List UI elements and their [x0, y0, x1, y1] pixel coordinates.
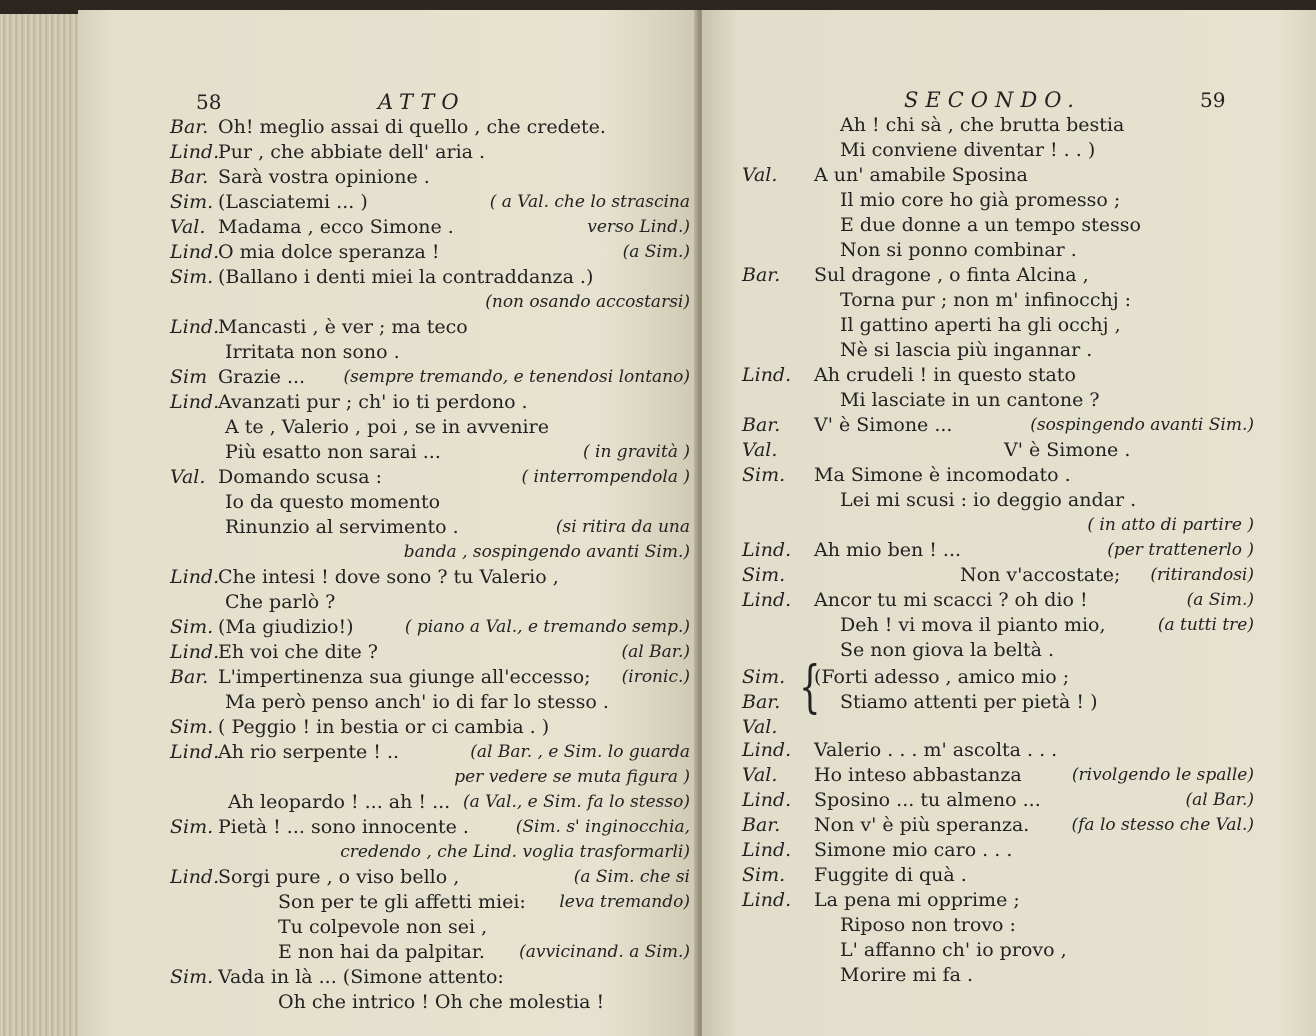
- stage-direction: (fa lo stesso che Val.): [1071, 815, 1254, 835]
- verse-line: Non v' è più speranza.: [814, 814, 1030, 836]
- speaker-label: Val.: [170, 216, 206, 238]
- verse-line: Ah mio ben ! ...: [814, 539, 962, 561]
- stage-direction: verso Lind.): [587, 217, 690, 237]
- stage-direction: (a Val., e Sim. fa lo stesso): [463, 792, 690, 812]
- stage-direction: (al Bar. , e Sim. lo guarda: [470, 742, 690, 762]
- verse-line: A un' amabile Sposina: [814, 164, 1028, 186]
- stage-direction: ( in atto di partire ): [1087, 515, 1254, 535]
- verse-line: Nè si lascia più ingannar .: [840, 339, 1093, 361]
- verse-line: Non si ponno combinar .: [840, 239, 1077, 261]
- stage-direction: (al Bar.): [1185, 790, 1254, 810]
- verse-line: Il mio core ho già promesso ;: [840, 189, 1121, 211]
- verse-line: Domando scusa :: [218, 466, 383, 488]
- page-header: SECONDO.: [904, 88, 1081, 112]
- speaker-label: Lind.: [742, 589, 792, 611]
- speaker-label: Lind.: [170, 866, 220, 888]
- verse-line: Stiamo attenti per pietà ! ): [840, 691, 1098, 713]
- verse-line: Pur , che abbiate dell' aria .: [218, 141, 486, 163]
- verse-line: Tu colpevole non sei ,: [278, 916, 488, 938]
- verse-line: Mi lasciate in un cantone ?: [840, 389, 1100, 411]
- speaker-label: Lind.: [170, 241, 220, 263]
- verse-line: A te , Valerio , poi , se in avvenire: [225, 416, 549, 438]
- speaker-label: Lind.: [742, 539, 792, 561]
- stage-direction: (per trattenerlo ): [1107, 540, 1254, 560]
- stage-direction: (Sim. s' inginocchia,: [515, 817, 690, 837]
- stage-direction: (a Sim.): [622, 242, 690, 262]
- stage-direction: (si ritira da una: [555, 517, 690, 537]
- stage-direction: (ironic.): [621, 667, 690, 687]
- speaker-label: Val.: [742, 764, 778, 786]
- verse-line: (Ma giudizio!): [218, 616, 354, 638]
- verse-line: O mia dolce speranza !: [218, 241, 440, 263]
- verse-line: Deh ! vi mova il pianto mio,: [840, 614, 1106, 636]
- verse-line: (Lasciatemi ... ): [218, 191, 368, 213]
- verse-line: Ah rio serpente ! ..: [218, 741, 400, 763]
- speaker-label: Bar.: [742, 691, 781, 713]
- speaker-label: Bar.: [742, 414, 781, 436]
- verse-line: Ah crudeli ! in questo stato: [814, 364, 1076, 386]
- stage-direction: (ritirandosi): [1150, 565, 1254, 585]
- verse-line: Più esatto non sarai ...: [225, 441, 441, 463]
- verse-line: Sarà vostra opinione .: [218, 166, 430, 188]
- speaker-label: Lind.: [170, 566, 220, 588]
- verse-line: Riposo non trovo :: [840, 914, 1016, 936]
- verse-line: Oh! meglio assai di quello , che credete.: [218, 116, 606, 138]
- verse-line: Io da questo momento: [225, 491, 441, 513]
- speaker-label: Sim.: [742, 666, 786, 688]
- speaker-label: Sim.: [742, 864, 786, 886]
- verse-line: L'impertinenza sua giunge all'eccesso;: [218, 666, 591, 688]
- speaker-label: Sim.: [170, 966, 214, 988]
- verse-line: Ma Simone è incomodato .: [814, 464, 1071, 486]
- speaker-label: Bar.: [170, 666, 209, 688]
- verse-line: Irritata non sono .: [225, 341, 400, 363]
- speaker-label: Lind.: [170, 141, 220, 163]
- verse-line: E due donne a un tempo stesso: [840, 214, 1141, 236]
- speaker-label: Sim.: [742, 464, 786, 486]
- verse-line: Rinunzio al servimento .: [225, 516, 459, 538]
- stage-direction: ( in gravità ): [582, 442, 690, 462]
- verse-line: Simone mio caro . . .: [814, 839, 1013, 861]
- speaker-label: Lind.: [742, 364, 792, 386]
- speaker-label: Bar.: [742, 264, 781, 286]
- stage-direction: (a Sim. che si: [573, 867, 690, 887]
- verse-line: Son per te gli affetti miei:: [278, 891, 526, 913]
- verse-line: Non v'accostate;: [960, 564, 1121, 586]
- verse-line: Avanzati pur ; ch' io ti perdono .: [218, 391, 528, 413]
- stage-direction: (a tutti tre): [1157, 615, 1254, 635]
- verse-line: (Ballano i denti miei la contraddanza .): [218, 266, 594, 288]
- verse-line: Mi conviene diventar ! . . ): [840, 139, 1096, 161]
- verse-line: Oh che intrico ! Oh che molestia !: [278, 991, 605, 1013]
- verse-line: Mancasti , è ver ; ma teco: [218, 316, 468, 338]
- stage-direction: per vedere se muta figura ): [454, 767, 690, 787]
- verse-line: Il gattino aperti ha gli occhj ,: [840, 314, 1121, 336]
- verse-line: Vada in là ... (Simone attento:: [218, 966, 504, 988]
- stage-direction: (sospingendo avanti Sim.): [1030, 415, 1254, 435]
- speaker-label: Sim.: [170, 266, 214, 288]
- speaker-label: Lind.: [742, 839, 792, 861]
- speaker-label: Val.: [742, 716, 778, 738]
- speaker-label: Lind.: [170, 641, 220, 663]
- verse-line: Ho inteso abbastanza: [814, 764, 1022, 786]
- stage-direction: ( a Val. che lo strascina: [489, 192, 690, 212]
- verse-line: E non hai da palpitar.: [278, 941, 485, 963]
- speaker-label: Lind.: [742, 739, 792, 761]
- verse-line: Ancor tu mi scacci ? oh dio !: [814, 589, 1088, 611]
- verse-line: Che parlò ?: [225, 591, 336, 613]
- verse-line: La pena mi opprime ;: [814, 889, 1020, 911]
- page-edges: [0, 14, 80, 1036]
- stage-direction: (avvicinand. a Sim.): [519, 942, 690, 962]
- verse-line: Ma però penso anch' io di far lo stesso .: [225, 691, 609, 713]
- speaker-label: Sim.: [170, 616, 214, 638]
- verse-line: ( Peggio ! in bestia or ci cambia . ): [218, 716, 550, 738]
- speaker-label: Val.: [742, 439, 778, 461]
- stage-direction: (sempre tremando, e tenendosi lontano): [343, 367, 690, 387]
- verse-line: Lei mi scusi : io deggio andar .: [840, 489, 1137, 511]
- speaker-label: Lind.: [170, 741, 220, 763]
- verse-line: Sul dragone , o finta Alcina ,: [814, 264, 1089, 286]
- verse-line: Ah leopardo ! ... ah ! ...: [228, 791, 451, 813]
- speaker-label: Lind.: [170, 391, 220, 413]
- speaker-label: Sim.: [742, 564, 786, 586]
- stage-direction: (a Sim.): [1186, 590, 1254, 610]
- speaker-label: Val.: [170, 466, 206, 488]
- verse-line: Che intesi ! dove sono ? tu Valerio ,: [218, 566, 559, 588]
- verse-line: Torna pur ; non m' infinocchj :: [840, 289, 1132, 311]
- verse-line: Sorgi pure , o viso bello ,: [218, 866, 460, 888]
- verse-line: V' è Simone .: [1004, 439, 1131, 461]
- stage-direction: (al Bar.): [621, 642, 690, 662]
- speaker-label: Lind.: [742, 789, 792, 811]
- page-number: 59: [1200, 88, 1226, 112]
- verse-line: Sposino ... tu almeno ...: [814, 789, 1041, 811]
- stage-direction: leva tremando): [559, 892, 690, 912]
- speaker-label: Sim.: [170, 191, 214, 213]
- verse-line: Valerio . . . m' ascolta . . .: [814, 739, 1058, 761]
- stage-direction: (non osando accostarsi): [485, 292, 690, 312]
- verse-line: Grazie ...: [218, 366, 306, 388]
- speaker-label: Bar.: [170, 116, 209, 138]
- stage-direction: (rivolgendo le spalle): [1071, 765, 1254, 785]
- verse-line: Fuggite di quà .: [814, 864, 967, 886]
- verse-line: V' è Simone ...: [814, 414, 953, 436]
- page-number: 58: [196, 90, 222, 114]
- verse-line: L' affanno ch' io provo ,: [840, 939, 1067, 961]
- speaker-label: Sim: [170, 366, 208, 388]
- left-page: [78, 10, 698, 1036]
- verse-line: Eh voi che dite ?: [218, 641, 378, 663]
- stage-direction: credendo , che Lind. voglia trasformarli): [340, 842, 690, 862]
- stage-direction: ( piano a Val., e tremando semp.): [404, 617, 690, 637]
- verse-line: Pietà ! ... sono innocente .: [218, 816, 469, 838]
- speaker-label: Lind.: [170, 316, 220, 338]
- speaker-label: Val.: [742, 164, 778, 186]
- stage-direction: banda , sospingendo avanti Sim.): [403, 542, 690, 562]
- verse-line: Ah ! chi sà , che brutta bestia: [840, 114, 1125, 136]
- speaker-label: Bar.: [742, 814, 781, 836]
- right-page: [702, 10, 1316, 1036]
- speaker-label: Bar.: [170, 166, 209, 188]
- speaker-label: Lind.: [742, 889, 792, 911]
- stage-direction: ( interrompendola ): [521, 467, 690, 487]
- brace-icon: {: [799, 655, 821, 720]
- page-header: ATTO: [378, 90, 466, 114]
- verse-line: Se non giova la beltà .: [840, 639, 1055, 661]
- speaker-label: Sim.: [170, 716, 214, 738]
- speaker-label: Sim.: [170, 816, 214, 838]
- verse-line: (Forti adesso , amico mio ;: [814, 666, 1070, 688]
- verse-line: Morire mi fa .: [840, 964, 973, 986]
- verse-line: Madama , ecco Simone .: [218, 216, 454, 238]
